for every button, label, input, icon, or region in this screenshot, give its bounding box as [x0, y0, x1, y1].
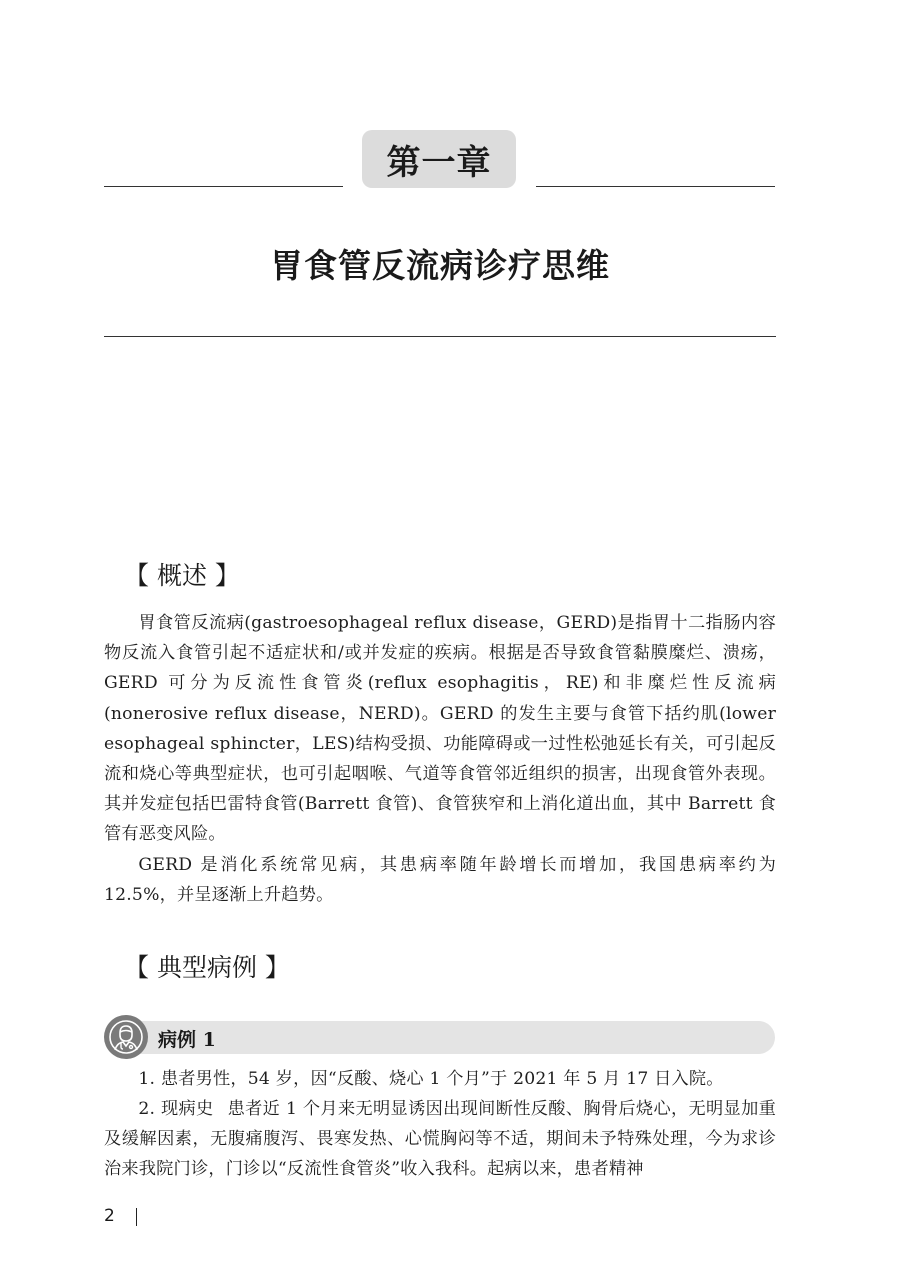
case-line-2 — [104, 1094, 776, 1185]
chapter-rule-right — [536, 186, 775, 187]
case-banner — [134, 1021, 775, 1054]
chapter-title: 胃食管反流病诊疗思维 — [270, 246, 610, 285]
doctor-icon — [104, 1015, 148, 1059]
overview-paragraph-2: GERD 是消化系统常见病，其患病率随年龄增长而增加，我国患病率约为 12.5%，并呈逐渐上升趋势。 — [104, 855, 776, 906]
history-text: 患者近 1 个月来无明显诱因出现间断性反酸、胸骨后烧心，无明显加重及缓解因素，无腹痛腹泻、畏寒发热、心慌胸闷等不适，期间未予特殊处理，今为求诊治来我院门诊，门诊以“反流性食管炎”收入我科。起病以来，患者精神 — [104, 1099, 776, 1180]
case-label: 病例 1 — [158, 1029, 216, 1051]
typical-cases-heading: 【 典型病例 】 — [124, 953, 290, 982]
overview-heading: 【 概述 】 — [124, 561, 240, 590]
footer-divider — [136, 1208, 137, 1226]
title-rule — [104, 336, 776, 337]
chapter-rule-left — [104, 186, 343, 187]
chapter-badge: 第一章 — [362, 130, 516, 188]
page-number: 2 — [104, 1206, 115, 1226]
overview-paragraph-1: 胃食管反流病(gastroesophageal reflux disease，GERD)是指胃十二指肠内容物反流入食管引起不适症状和/或并发症的疾病。根据是否导致食管黏膜糜烂、溃疡，GERD 可分为反流性食管炎(reflux esophagitis，RE)和非糜烂性反流病(nonerosive reflux disease，NERD)。GERD 的发生主要与食管下括约肌(lower esophageal sphincter，LES)结构受损、功能障碍或一过性松弛延长有关，可引起反流和烧心等典型症状，也可引起咽喉、气道等食管邻近组织的损害，出现食管外表现。其并发症包括巴雷特食管(Barrett 食管)、食管狭窄和上消化道出血，其中 Barrett 食管有恶变风险。 — [104, 613, 776, 845]
case-line-1: 1. 患者男性，54 岁，因“反酸、烧心 1 个月”于 2021 年 5 月 17 日入院。 — [138, 1069, 724, 1089]
history-label: 2. 现病史 — [138, 1099, 214, 1119]
